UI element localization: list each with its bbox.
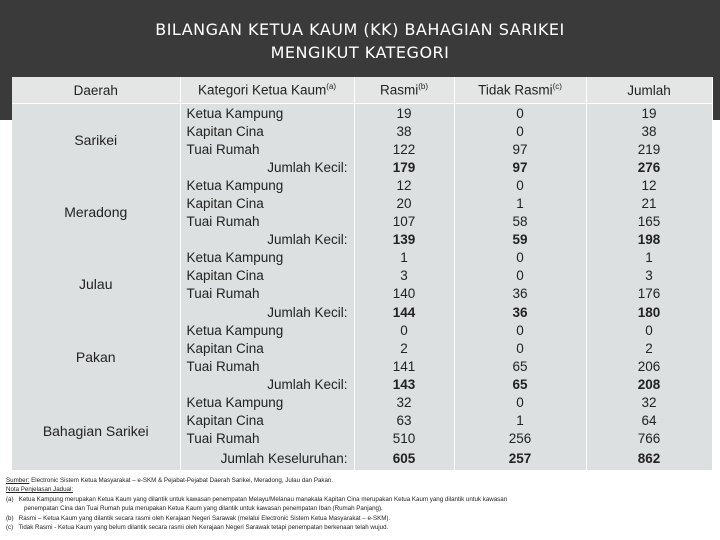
subtotal-jumlah: 276	[586, 158, 712, 176]
rasmi-cell: 12	[354, 176, 454, 194]
category-cell: Kapitan Cina	[180, 194, 354, 212]
header-tidak-rasmi: Tidak Rasmi$^{(c)}$	[454, 77, 586, 104]
subtotal-rasmi: 143	[354, 375, 454, 393]
jumlah-cell: 3	[586, 267, 712, 285]
subtotal-rasmi: 144	[354, 303, 454, 321]
category-cell: Tuai Rumah	[180, 285, 354, 303]
district-pakan: Pakan	[12, 321, 180, 393]
header-kategori: Kategori Ketua Kaum$^{(a)}$	[180, 77, 354, 104]
jumlah-cell: 1	[586, 249, 712, 267]
note-a-continued: penempatan Cina dan Tuai Rumah pula merupakan Ketua Kaum yang dilantik untuk kawasan penempatan Iban (Rumah Panjang).	[24, 505, 383, 513]
jumlah-cell: 64	[586, 412, 712, 430]
jumlah-cell: 206	[586, 357, 712, 375]
subtotal-label: Jumlah Kecil:	[180, 231, 354, 249]
jumlah-cell: 0	[586, 321, 712, 339]
category-cell: Kapitan Cina	[180, 339, 354, 357]
source-note: Sumber: Electronic Sistem Ketua Masyarakat – e-SKM & Pejabat-Pejabat Daerah Sarikei, Meradong, Julau dan Pakan.	[6, 477, 334, 484]
jumlah-cell: 21	[586, 194, 712, 212]
tidak-rasmi-cell: 0	[454, 104, 586, 123]
title-line-1: BILANGAN KETUA KAUM (KK) BAHAGIAN SARIKEI	[155, 20, 565, 39]
tidak-rasmi-cell: 58	[454, 213, 586, 231]
category-cell: Kapitan Cina	[180, 267, 354, 285]
subtotal-tidak-rasmi: 97	[454, 158, 586, 176]
category-cell: Kapitan Cina	[180, 412, 354, 430]
subtotal-rasmi: 179	[354, 158, 454, 176]
rasmi-cell: 141	[354, 357, 454, 375]
rasmi-cell: 0	[354, 321, 454, 339]
tidak-rasmi-cell: 97	[454, 140, 586, 158]
rasmi-cell: 20	[354, 194, 454, 212]
rasmi-cell: 38	[354, 122, 454, 140]
table-row	[12, 249, 712, 267]
subtotal-tidak-rasmi: 65	[454, 375, 586, 393]
page-title	[0, 18, 720, 64]
grand-total-label: Jumlah Keseluruhan:	[180, 448, 354, 470]
tidak-rasmi-cell: 65	[454, 357, 586, 375]
category-cell: Ketua Kampung	[180, 394, 354, 412]
header-daerah: Daerah	[12, 77, 180, 104]
tidak-rasmi-cell: 0	[454, 339, 586, 357]
category-cell: Ketua Kampung	[180, 249, 354, 267]
subtotal-label: Jumlah Kecil:	[180, 158, 354, 176]
district-bahagian-sarikei: Bahagian Sarikei	[12, 394, 180, 470]
grand-total-tidak-rasmi: 257	[454, 448, 586, 470]
tidak-rasmi-cell: 0	[454, 394, 586, 412]
tidak-rasmi-cell: 256	[454, 430, 586, 448]
tidak-rasmi-cell: 0	[454, 122, 586, 140]
ketua-kaum-table	[12, 77, 713, 470]
grand-total-rasmi: 605	[354, 448, 454, 470]
table-container	[12, 77, 712, 470]
tidak-rasmi-cell: 1	[454, 194, 586, 212]
tidak-rasmi-cell: 0	[454, 267, 586, 285]
jumlah-cell: 766	[586, 430, 712, 448]
category-cell: Tuai Rumah	[180, 213, 354, 231]
category-cell: Ketua Kampung	[180, 104, 354, 123]
category-cell: Ketua Kampung	[180, 321, 354, 339]
jumlah-cell: 219	[586, 140, 712, 158]
explanation-heading: Nota Penjelasan Jadual:	[6, 486, 74, 494]
header-rasmi: Rasmi$^{(b)}$	[354, 77, 454, 104]
subtotal-label: Jumlah Kecil:	[180, 375, 354, 393]
district-julau: Julau	[12, 249, 180, 321]
tidak-rasmi-cell: 0	[454, 249, 586, 267]
rasmi-cell: 510	[354, 430, 454, 448]
tidak-rasmi-cell: 36	[454, 285, 586, 303]
header-jumlah: Jumlah	[586, 77, 712, 104]
note-a: (a) Ketua Kampung merupakan Ketua Kaum yang dilantik untuk kawasan penempatan Melayu/Melanau manakala Kapitan Cina merupakan Ketua Kaum yang dilantik untuk kawasan	[6, 495, 508, 503]
subtotal-tidak-rasmi: 59	[454, 231, 586, 249]
subtotal-jumlah: 198	[586, 231, 712, 249]
rasmi-cell: 32	[354, 394, 454, 412]
district-meradong: Meradong	[12, 176, 180, 248]
table-row	[12, 104, 712, 123]
jumlah-cell: 176	[586, 285, 712, 303]
jumlah-cell: 2	[586, 339, 712, 357]
table-row	[12, 321, 712, 339]
jumlah-cell: 32	[586, 394, 712, 412]
category-cell: Tuai Rumah	[180, 430, 354, 448]
rasmi-cell: 3	[354, 267, 454, 285]
rasmi-cell: 1	[354, 249, 454, 267]
note-b: (b) Rasmi – Ketua Kaum yang dilantik secara rasmi oleh Kerajaan Negeri Sarawak (melalui Electronic Sistem Ketua Masyarakat – e-SKM).	[6, 514, 391, 522]
table-row	[12, 394, 712, 412]
rasmi-cell: 107	[354, 213, 454, 231]
grand-total-jumlah: 862	[586, 448, 712, 470]
jumlah-cell: 38	[586, 122, 712, 140]
jumlah-cell: 12	[586, 176, 712, 194]
title-line-2: MENGIKUT KATEGORI	[270, 43, 450, 62]
table-row	[12, 176, 712, 194]
table-header-row	[12, 77, 712, 104]
jumlah-cell: 165	[586, 213, 712, 231]
category-cell: Tuai Rumah	[180, 357, 354, 375]
rasmi-cell: 2	[354, 339, 454, 357]
district-sarikei: Sarikei	[12, 104, 180, 177]
subtotal-rasmi: 139	[354, 231, 454, 249]
table-notes	[6, 476, 712, 532]
category-cell: Kapitan Cina	[180, 122, 354, 140]
subtotal-label: Jumlah Kecil:	[180, 303, 354, 321]
rasmi-cell: 122	[354, 140, 454, 158]
subtotal-jumlah: 180	[586, 303, 712, 321]
tidak-rasmi-cell: 0	[454, 321, 586, 339]
category-cell: Ketua Kampung	[180, 176, 354, 194]
jumlah-cell: 19	[586, 104, 712, 123]
tidak-rasmi-cell: 1	[454, 412, 586, 430]
subtotal-tidak-rasmi: 36	[454, 303, 586, 321]
rasmi-cell: 19	[354, 104, 454, 123]
note-c: (c) Tidak Rasmi - Ketua Kaum yang belum dilantik secara rasmi oleh Kerajaan Negeri Sarawak tetapi penempatan berkenaan telah wujud.	[6, 524, 389, 532]
rasmi-cell: 63	[354, 412, 454, 430]
category-cell: Tuai Rumah	[180, 140, 354, 158]
subtotal-jumlah: 208	[586, 375, 712, 393]
rasmi-cell: 140	[354, 285, 454, 303]
tidak-rasmi-cell: 0	[454, 176, 586, 194]
